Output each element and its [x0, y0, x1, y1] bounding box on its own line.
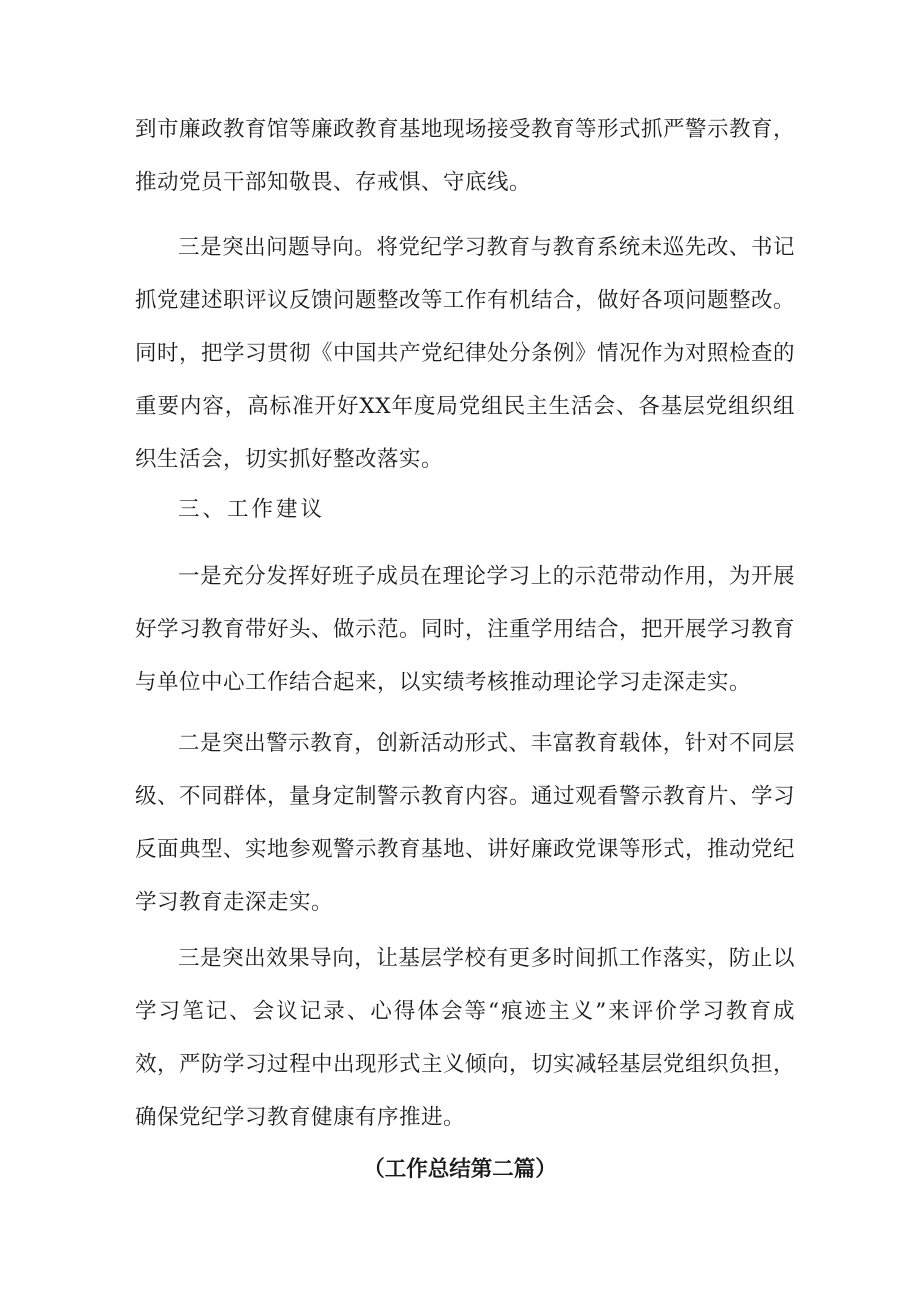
next-section-title: （工作总结第二篇） [363, 1157, 557, 1182]
paragraph-suggestion-one: 一是充分发挥好班子成员在理论学习上的示范带动作用，为开展好学习教育带好头、做示范。同时，注重学用结合，把开展学习教育与单位中心工作结合起来，以实绩考核推动理论学习走深走实。 [135, 564, 796, 695]
paragraph-suggestion-three: 三是突出效果导向，让基层学校有更多时间抓工作落实，防止以学习笔记、会议记录、心得体会等“痕迹主义”来评价学习教育成效，严防学习过程中出现形式主义倾向，切实减轻基层党组织负担，确保党纪学习教育健康有序推进。 [135, 946, 796, 1130]
section-heading-work-suggestions: 三、工作建议 [178, 497, 326, 522]
paragraph-continuation: 到市廉政教育馆等廉政教育基地现场接受教育等形式抓严警示教育，推动党员干部知敬畏、存戒惧、守底线。 [135, 117, 796, 195]
paragraph-problem-orientation: 三是突出问题导向。将党纪学习教育与教育系统未巡先改、书记抓党建述职评议反馈问题整改等工作有机结合，做好各项问题整改。同时，把学习贯彻《中国共产党纪律处分条例》情况作为对照检查的重要内容，高标准开好XX年度局党组民主生活会、各基层党组织组织生活会，切实抓好整改落实。 [135, 235, 796, 472]
paragraph-suggestion-two: 二是突出警示教育，创新活动形式、丰富教育载体，针对不同层级、不同群体，量身定制警示教育内容。通过观看警示教育片、学习反面典型、实地参观警示教育基地、讲好廉政党课等形式，推动党纪学习教育走深走实。 [135, 731, 796, 915]
